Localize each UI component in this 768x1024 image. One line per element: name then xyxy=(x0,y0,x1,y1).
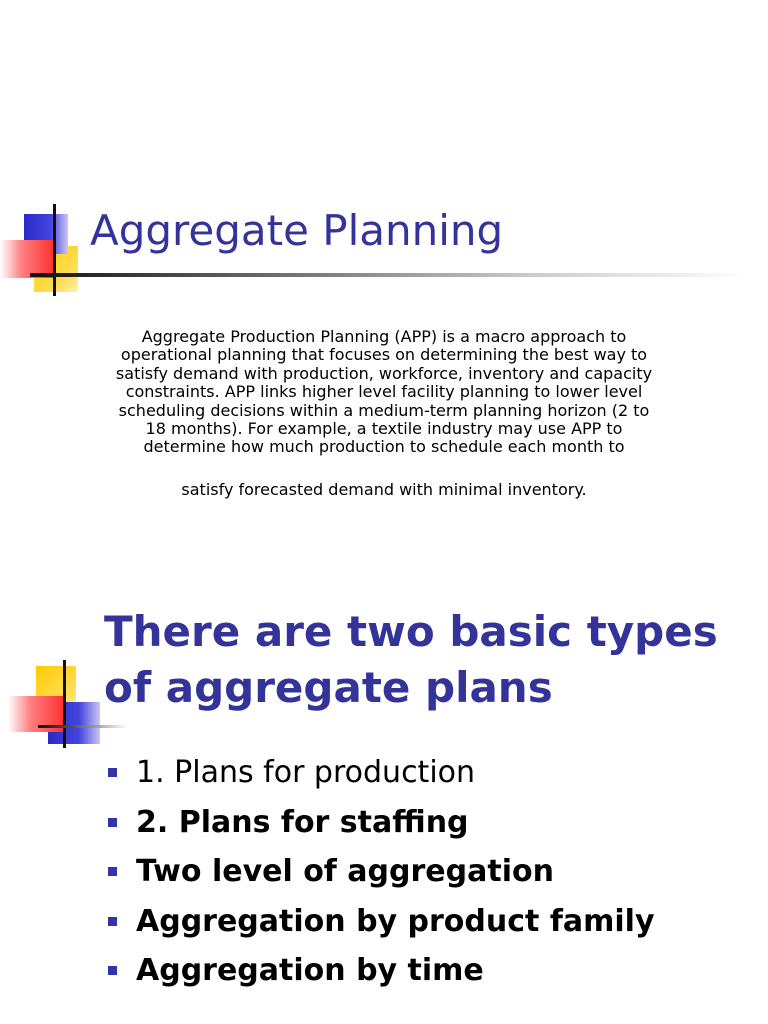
bullet-text: Aggregation by time xyxy=(136,953,484,989)
bullet-text: 2. Plans for staffing xyxy=(136,804,469,840)
slide1-paragraph: Aggregate Production Planning (APP) is a macro approach to operational planning that focuses on determining the best way to satisfy demand with production, workforce, inventory and capacity constraints. APP links higher level facility planning to lower level scheduling decisions within a medium-term planning horizon (2 to 18 months). For example, a textile industry may use APP to determine how much production to schedule each month to xyxy=(115,327,653,457)
bullet-square-icon xyxy=(108,867,117,876)
slide2-title-line2: of aggregate plans xyxy=(104,663,553,712)
bullet-text: 1. Plans for production xyxy=(136,755,476,791)
bullet-square-icon xyxy=(108,818,117,827)
slide2-decoration xyxy=(0,660,110,752)
slide1-title-rule xyxy=(30,273,750,277)
list-item xyxy=(108,748,655,798)
list-item xyxy=(108,798,655,848)
slide1-decoration xyxy=(0,204,100,294)
slide1-paragraph-last-line: satisfy forecasted demand with minimal inventory. xyxy=(181,480,587,499)
slide2-title-rule xyxy=(38,725,128,728)
list-item xyxy=(108,847,655,897)
bullet-text: Aggregation by product family xyxy=(136,903,655,939)
deco-vertical-line xyxy=(63,660,66,748)
bullet-text: Two level of aggregation xyxy=(136,854,554,890)
bullet-square-icon xyxy=(108,917,117,926)
slide2-title xyxy=(104,604,718,716)
list-item xyxy=(108,946,655,996)
slide1-title: Aggregate Planning xyxy=(90,206,504,255)
bullet-square-icon xyxy=(108,768,117,777)
list-item xyxy=(108,897,655,947)
slide2-bullet-list xyxy=(108,748,655,996)
bullet-square-icon xyxy=(108,966,117,975)
slide2-title-line1: There are two basic types xyxy=(104,607,718,656)
deco-vertical-line xyxy=(53,204,56,296)
